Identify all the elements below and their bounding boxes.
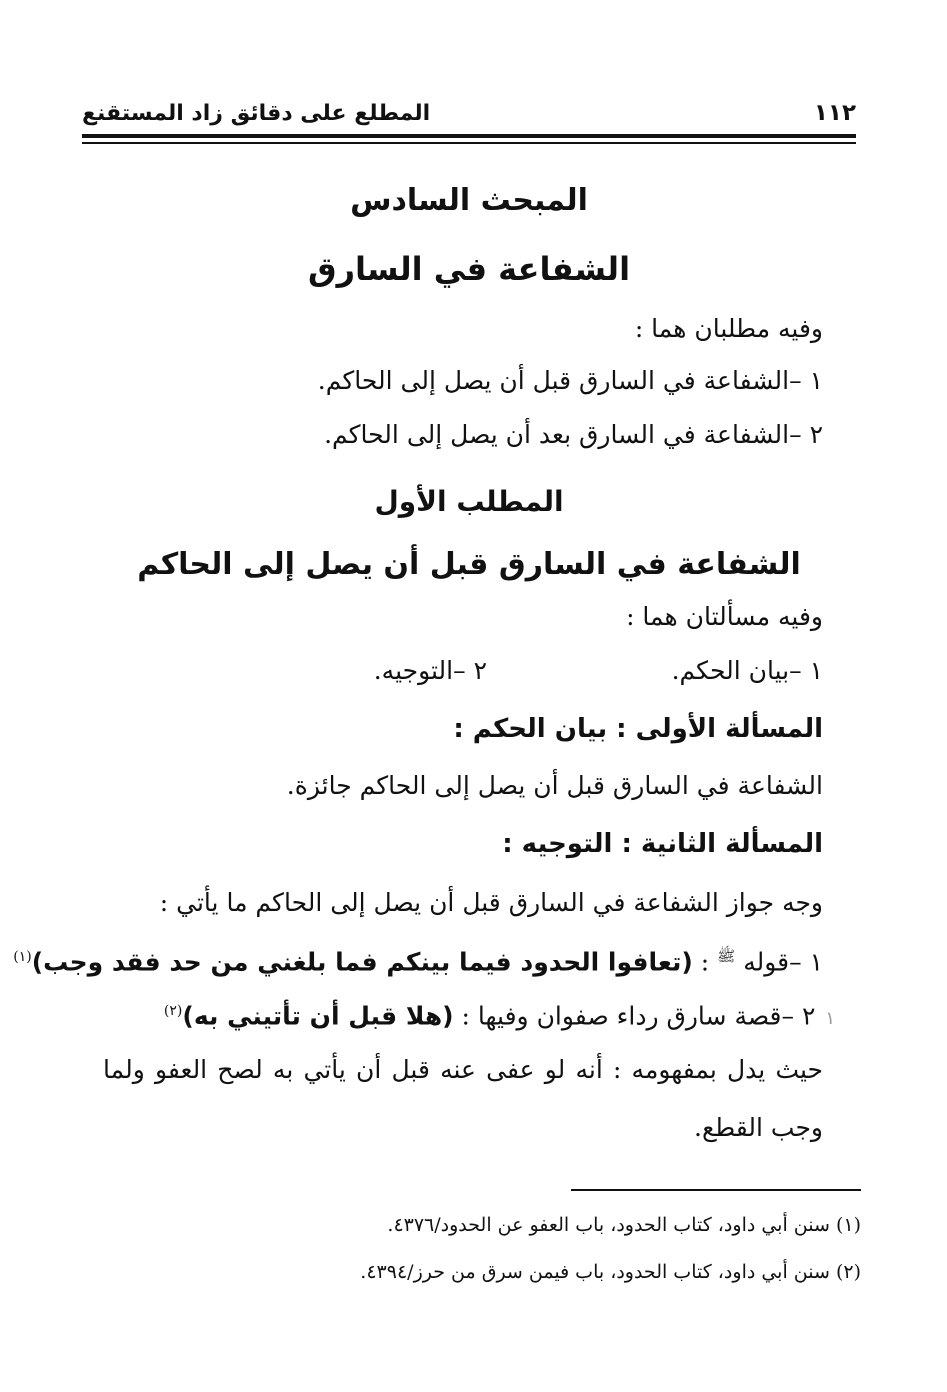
- book-title: المطلع على دقائق زاد المستقنع: [82, 101, 431, 126]
- evidence-item-2: [164, 994, 835, 1036]
- issue1-heading: المسألة الأولى : بيان الحكم :: [453, 714, 823, 744]
- subsection-subtitle: الشفاعة في السارق قبل أن يصل إلى الحاكم: [137, 547, 801, 582]
- header-rule-thick: [82, 134, 856, 138]
- conclusion-paragraph: حيث يدل بمفهومه : أنه لو عفى عنه قبل أن يأتي به لصح العفو ولما وجب القطع.: [103, 1055, 823, 1142]
- footnote: (١) سنن أبي داود، كتاب الحدود، باب العفو عن الحدود/٤٣٧٦.: [387, 1214, 861, 1236]
- topic-item: ١ –الشفاعة في السارق قبل أن يصل إلى الحاكم.: [317, 366, 823, 395]
- page-number: ١١٢: [813, 100, 856, 126]
- section-subtitle: الشفاعة في السارق: [307, 250, 631, 288]
- header-rule-thin: [82, 142, 856, 144]
- issues-intro: وفيه مسألتان هما :: [626, 602, 823, 631]
- issue2-intro: وجه جواز الشفاعة في السارق قبل أن يصل إلى الحاكم ما يأتي :: [159, 888, 823, 917]
- honorific-symbol: ﷺ: [717, 947, 736, 965]
- topic-item: ٢ –الشفاعة في السارق بعد أن يصل إلى الحاكم.: [324, 420, 823, 449]
- item-colon: :: [700, 947, 710, 977]
- intro-text: وفيه مطلبان هما :: [634, 314, 823, 343]
- stray-mark: ١: [825, 1008, 835, 1030]
- footnote-ref: (٢): [163, 1003, 183, 1019]
- running-header: [82, 92, 856, 126]
- footnote-separator: [571, 1189, 861, 1191]
- subsection-title: المطلب الأول: [374, 485, 564, 518]
- footnote: (٢) سنن أبي داود، كتاب الحدود، باب فيمن سرق من حرز/٤٣٩٤.: [360, 1261, 861, 1283]
- hadith-quote: (هلا قبل أن تأتيني به): [182, 1001, 454, 1031]
- footnote-ref: (١): [13, 949, 32, 965]
- item-prefix: ٢ –قصة سارق رداء صفوان وفيها :: [461, 1001, 816, 1031]
- evidence-item-1: [13, 939, 823, 979]
- issue2-heading: المسألة الثانية : التوجيه :: [502, 829, 823, 859]
- issue1-text: الشفاعة في السارق قبل أن يصل إلى الحاكم جائزة.: [286, 771, 823, 800]
- hadith-quote: (تعافوا الحدود فيما بينكم فما بلغني من حد فقد وجب): [31, 947, 693, 977]
- section-title: المبحث السادس: [350, 183, 588, 218]
- issue-list-item: ٢ –التوجيه.: [373, 656, 487, 685]
- item-prefix: ١ –قوله: [743, 947, 823, 977]
- issue-list-item: ١ –بيان الحكم.: [671, 656, 823, 685]
